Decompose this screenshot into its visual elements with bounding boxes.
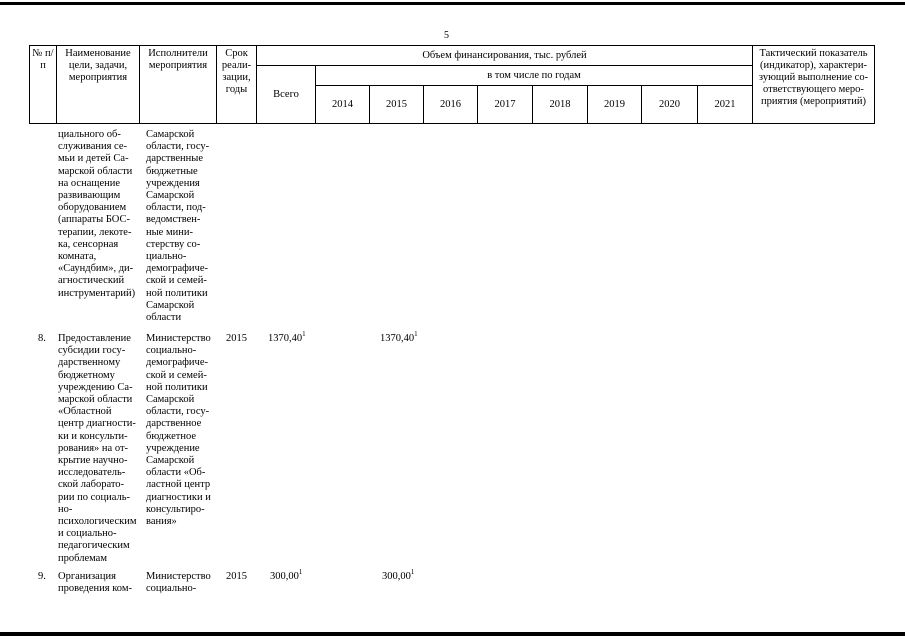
- text-line: Предоставление: [58, 333, 131, 344]
- footnote-mark: 1: [410, 568, 415, 576]
- row-name-cell: [58, 333, 142, 565]
- text-line: консультиро-: [146, 503, 205, 515]
- text-line: центр диагности-: [58, 418, 136, 430]
- text-line: дарственному: [58, 357, 121, 369]
- text-line: учреждению Са-: [58, 381, 133, 393]
- text-line: Самарской: [146, 455, 195, 467]
- text-line: учреждение: [146, 442, 200, 454]
- text-line: демографиче-: [146, 263, 208, 275]
- text-line: Самарской: [146, 299, 195, 311]
- row-total: [270, 568, 303, 582]
- text-line: рования» на от-: [58, 442, 129, 454]
- header-year: 2019: [588, 86, 642, 124]
- text-line: бюджетное: [146, 430, 197, 442]
- text-line: исследователь-: [58, 467, 126, 479]
- text-line: «Саундбим», ди-: [58, 263, 134, 275]
- text-line: социально-: [146, 345, 197, 357]
- footnote-mark: 1: [414, 330, 418, 338]
- header-year: 2018: [533, 86, 588, 124]
- text-line: учреждения: [146, 177, 200, 189]
- text-line: ные мини-: [146, 226, 193, 238]
- text-line: проведения ком-: [58, 583, 132, 595]
- row-year-2015: [382, 568, 415, 582]
- header-name: Наименование цели, задачи, мероприятия: [57, 46, 140, 124]
- text-line: Самарской: [146, 190, 195, 202]
- header-funding: Объем финансирования, тыс. рублей: [257, 46, 753, 66]
- text-line: но-: [58, 503, 73, 515]
- row-name-cell: [58, 129, 142, 300]
- header-year: 2016: [424, 86, 478, 124]
- row-executor-cell: [146, 571, 218, 595]
- text-line: дарственные: [146, 153, 204, 165]
- footnote-mark: 1: [298, 568, 303, 576]
- text-line: Самарской: [146, 129, 195, 140]
- row-total: [268, 330, 306, 344]
- text-line: демографиче-: [146, 357, 208, 369]
- bottom-border-line: [0, 632, 905, 636]
- text-line: ки и консульти-: [58, 430, 128, 442]
- header-year: 2020: [642, 86, 698, 124]
- header-term: Срок реали-зации, годы: [217, 46, 257, 124]
- text-line: психологическим: [58, 516, 137, 528]
- text-line: оборудованием: [58, 202, 127, 214]
- text-line: комната,: [58, 251, 97, 263]
- text-line: ной политики: [146, 381, 208, 393]
- row-name-cell: [58, 571, 142, 595]
- row-number: 9.: [38, 571, 46, 582]
- text-line: и социально-: [58, 528, 117, 540]
- text-line: на оснащение: [58, 177, 121, 189]
- text-line: стерству со-: [146, 238, 201, 250]
- text-line: области, госу-: [146, 141, 210, 153]
- header-indicator: Тактический показатель (индикатор), характери-зующий выполнение со-ответствующего меро-приятия (мероприятий): [753, 46, 875, 124]
- text-line: бюджетные: [146, 165, 198, 177]
- footnote-mark: 1: [302, 330, 306, 338]
- text-line: области «Об-: [146, 467, 206, 479]
- row-year-2015: [380, 330, 418, 344]
- text-line: марской области: [58, 394, 133, 406]
- text-line: области, под-: [146, 202, 206, 214]
- text-line: циально-: [146, 251, 187, 263]
- header-executors: Исполнители мероприятия: [140, 46, 217, 124]
- text-line: ной политики: [146, 287, 208, 299]
- text-line: мьи и детей Са-: [58, 153, 129, 165]
- text-line: агностический: [58, 275, 125, 287]
- text-line: развивающим: [58, 190, 121, 202]
- table-header: [29, 45, 875, 124]
- text-line: ской и семей-: [146, 369, 207, 381]
- total-value: 1370,40: [268, 333, 303, 344]
- text-line: инструментарий): [58, 287, 136, 299]
- header-total: Всего: [257, 66, 316, 124]
- row-term: 2015: [226, 333, 247, 344]
- text-line: терапии, лекоте-: [58, 226, 132, 238]
- text-line: педагогическим: [58, 540, 130, 552]
- year-value: 1370,40: [380, 333, 415, 344]
- text-line: ской и семей-: [146, 275, 207, 287]
- header-year: 2021: [698, 86, 753, 124]
- text-line: «Областной: [58, 406, 112, 418]
- text-line: бюджетному: [58, 369, 115, 381]
- text-line: ведомствен-: [146, 214, 201, 226]
- text-line: служивания се-: [58, 141, 128, 153]
- text-line: марской области: [58, 165, 133, 177]
- text-line: циального об-: [58, 129, 121, 140]
- total-value: 300,00: [270, 571, 299, 582]
- text-line: области: [146, 312, 182, 324]
- text-line: Министерство: [146, 333, 211, 344]
- text-line: проблемам: [58, 552, 107, 564]
- text-line: диагностики и: [146, 491, 211, 503]
- header-year: 2014: [316, 86, 370, 124]
- text-line: дарственное: [146, 418, 202, 430]
- text-line: области, госу-: [146, 406, 210, 418]
- text-line: Организация: [58, 571, 116, 582]
- text-line: субсидии госу-: [58, 345, 126, 357]
- header-year: 2015: [370, 86, 424, 124]
- header-year: 2017: [478, 86, 533, 124]
- text-line: ластной центр: [146, 479, 211, 491]
- text-line: ка, сенсорная: [58, 238, 119, 250]
- text-line: крытие научно-: [58, 455, 128, 467]
- text-line: рии по социаль-: [58, 491, 131, 503]
- row-executor-cell: [146, 333, 218, 528]
- text-line: Самарской: [146, 394, 195, 406]
- header-by-years: в том числе по годам: [316, 66, 753, 86]
- text-line: вания»: [146, 516, 177, 528]
- row-number: 8.: [38, 333, 46, 344]
- text-line: ской лаборато-: [58, 479, 125, 491]
- text-line: (аппараты БОС-: [58, 214, 130, 226]
- row-term: 2015: [226, 571, 247, 582]
- year-value: 300,00: [382, 571, 411, 582]
- page-number: 5: [444, 30, 449, 41]
- row-executor-cell: [146, 129, 218, 324]
- top-border-line: [0, 2, 905, 5]
- text-line: Министерство: [146, 571, 211, 582]
- header-num: № п/п: [30, 46, 57, 124]
- text-line: социально-: [146, 583, 197, 595]
